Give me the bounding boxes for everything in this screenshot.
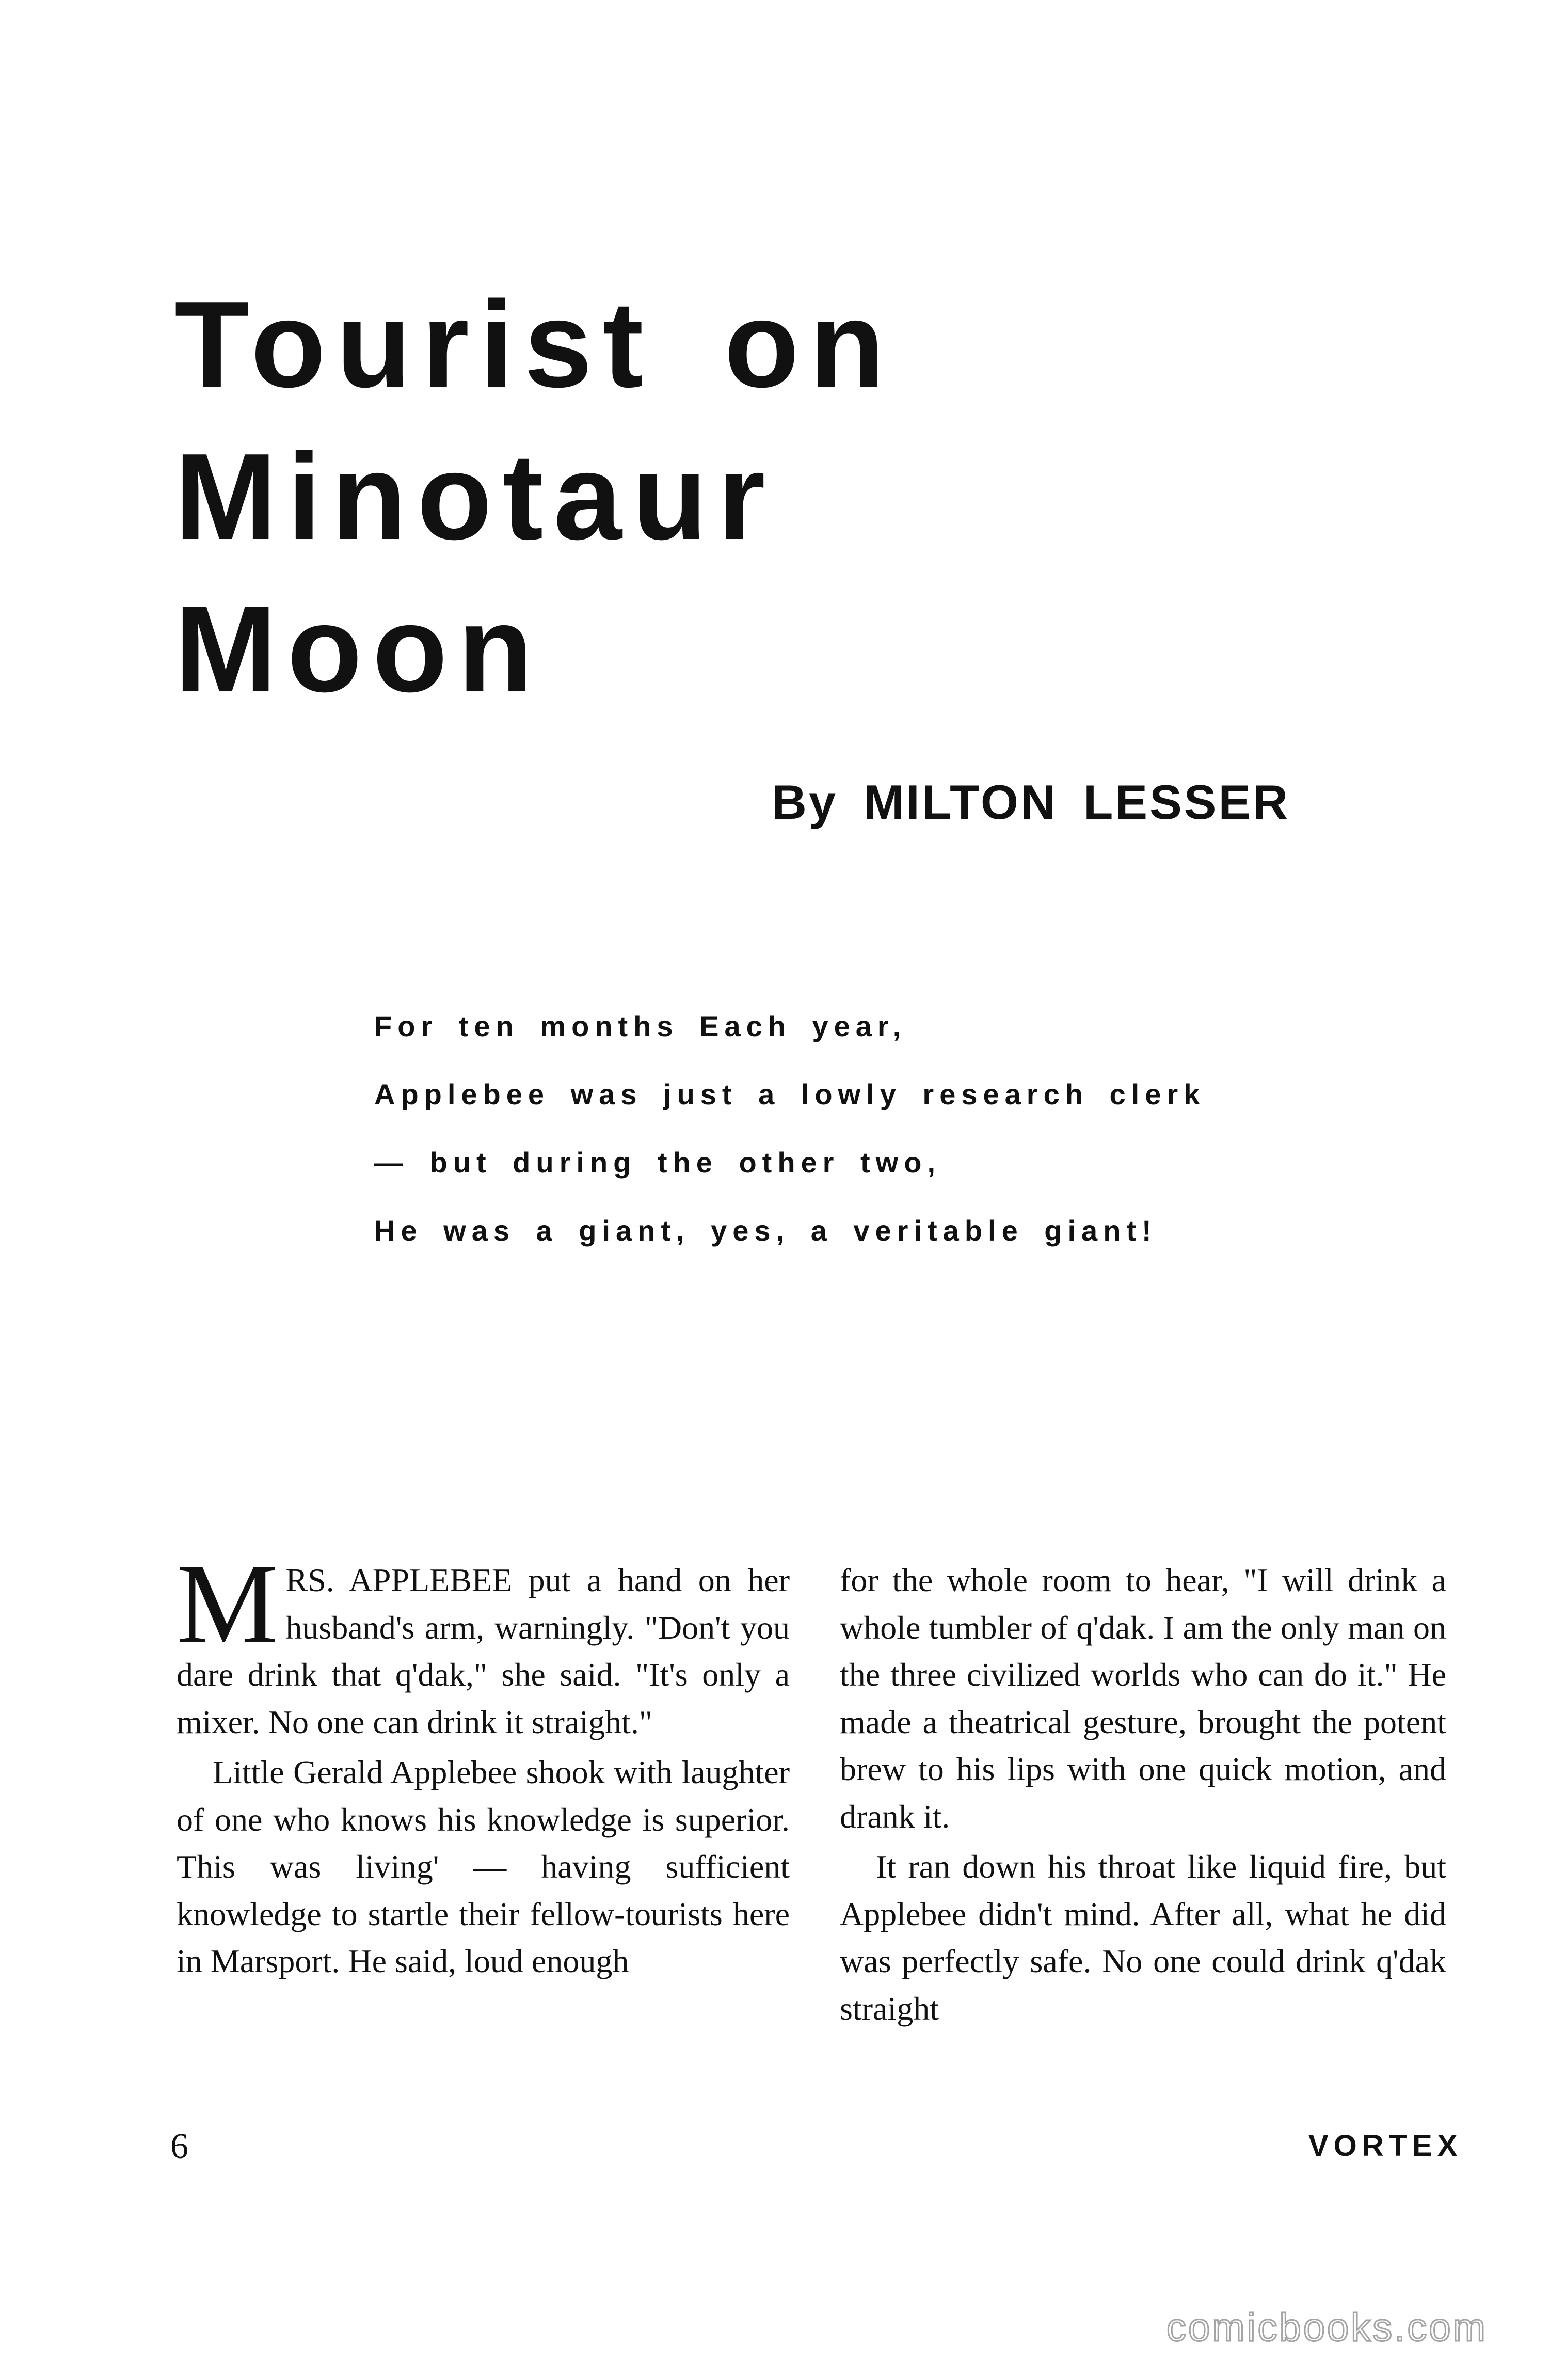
story-column-left	[177, 1541, 790, 1985]
teaser-line-3: — but during the other two,	[374, 1146, 941, 1179]
teaser-line-4: He was a giant, yes, a veritable giant!	[374, 1214, 1157, 1247]
watermark-logo: comicbooks.com	[1166, 2306, 1488, 2350]
title-line-2: Minotaur	[174, 429, 776, 565]
story-column-right	[840, 1557, 1446, 2032]
paragraph-text: RS. APPLEBEE put a hand on her husband's arm, warningly. "Don't you dare drink that q'dak," she said. "It's only a mixer. No one can drink it straight."	[177, 1562, 790, 1740]
magazine-name: VORTEX	[1308, 2129, 1463, 2163]
story-paragraph: for the whole room to hear, "I will drink a whole tumbler of q'dak. I am the only man on the three civilized worlds who can do it." He made a theatrical gesture, brought the potent brew to his lips with one quick motion, and drank it.	[840, 1562, 1446, 1835]
teaser-line-2: Applebee was just a lowly research clerk	[374, 1078, 1206, 1110]
title-line-1: Tourist on	[174, 276, 895, 413]
drop-cap: M	[177, 1541, 279, 1668]
story-paragraph	[177, 1541, 790, 1746]
teaser-line-1: For ten months Each year,	[374, 1010, 907, 1042]
teaser-blurb	[374, 1009, 1205, 1282]
story-paragraph: Little Gerald Applebee shook with laughter of one who knows his knowledge is superior. This was living' — having sufficient knowledge to startle their fellow-tourists here in Marsport. He said, loud enough	[177, 1754, 790, 1979]
story-title	[174, 268, 895, 725]
author-byline: By MILTON LESSER	[772, 775, 1290, 829]
story-paragraph: It ran down his throat like liquid fire, but Applebee didn't mind. After all, what he did was perfectly safe. No one could drink q'dak straight	[840, 1848, 1446, 2027]
page-number: 6	[170, 2127, 188, 2166]
title-line-3: Moon	[174, 581, 544, 718]
